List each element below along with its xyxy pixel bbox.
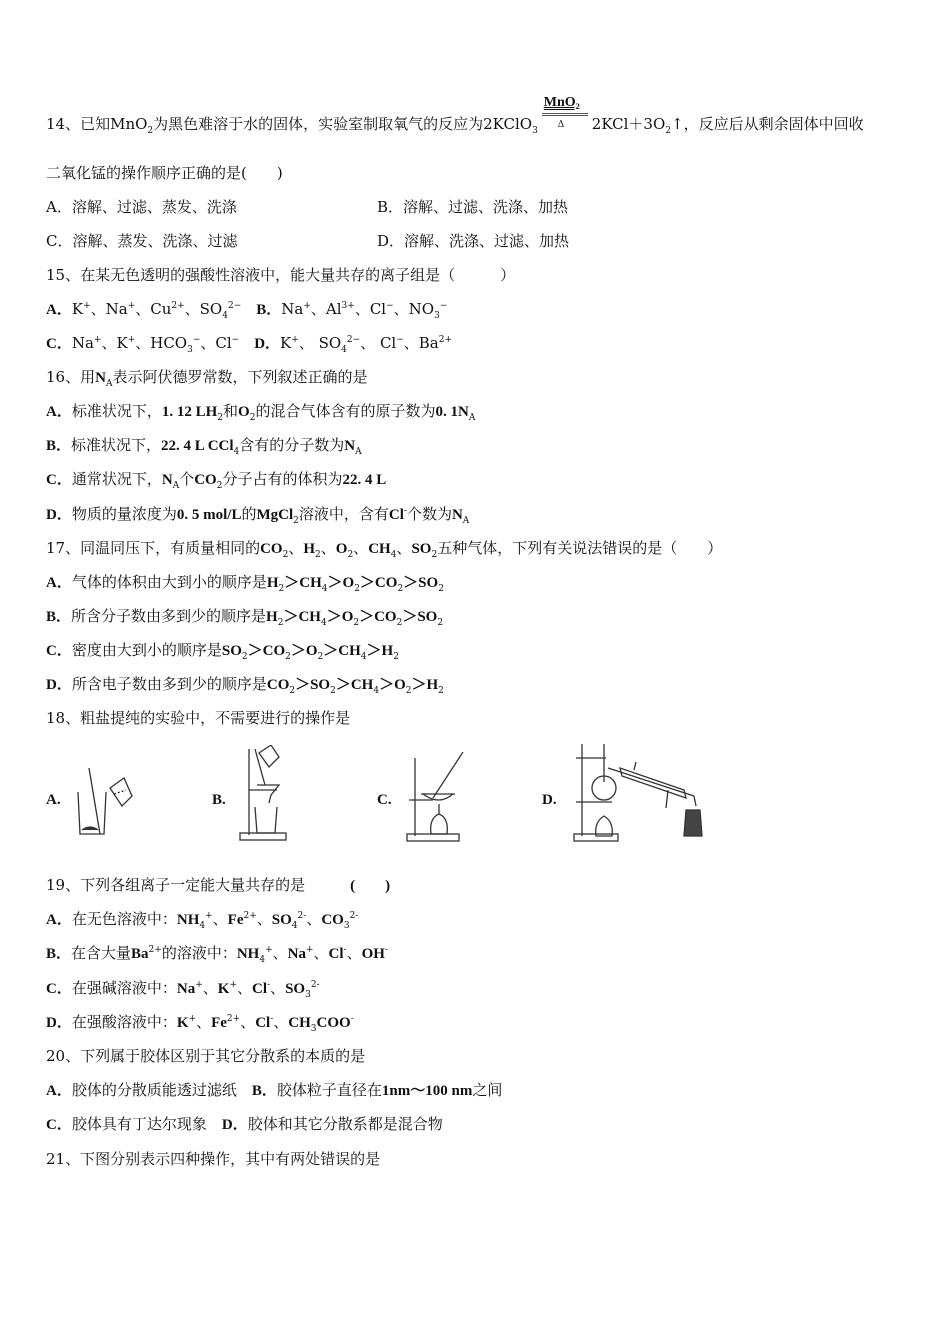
text-run: 19、下列各组离子一定能大量共存的是 bbox=[46, 876, 351, 894]
answer-option: A．溶解、过滤、蒸发、洗涤 bbox=[46, 198, 237, 216]
answer-option bbox=[46, 640, 399, 661]
superscript: - bbox=[384, 945, 388, 955]
text-run: Cl bbox=[388, 507, 404, 523]
subscript: 2 bbox=[393, 652, 399, 662]
subscript: A bbox=[468, 413, 476, 423]
text-run: ＞H bbox=[366, 643, 394, 659]
answer-option: C．溶解、蒸发、洗涤、过滤 bbox=[46, 232, 238, 250]
text-run: H bbox=[266, 609, 278, 625]
text-run: Na bbox=[287, 946, 306, 962]
text-run: CH bbox=[288, 1015, 311, 1031]
subscript: 2 bbox=[217, 413, 224, 423]
superscript: + bbox=[291, 335, 299, 345]
subscript: 4 bbox=[199, 921, 206, 931]
text-run: 在强碱溶液中： bbox=[71, 979, 177, 997]
text-run: A． bbox=[46, 302, 72, 318]
text-run: Fe bbox=[227, 912, 244, 928]
subscript: 3 bbox=[532, 126, 538, 136]
text-run: 、Cl bbox=[200, 334, 232, 352]
text-run: CH bbox=[368, 541, 391, 557]
text-run: 、 bbox=[273, 1013, 289, 1031]
text-run: 胶体的分散质能透过滤纸 bbox=[71, 1081, 252, 1099]
superscript: + bbox=[93, 335, 102, 345]
text-run: 所含电子数由多到少的顺序是 bbox=[71, 675, 267, 693]
text-run: O bbox=[238, 404, 250, 420]
text-run: 、 bbox=[320, 539, 336, 557]
text-run: B． bbox=[251, 1083, 277, 1099]
superscript: - bbox=[343, 945, 347, 955]
text-run: 、K bbox=[101, 334, 128, 352]
text-run: 标准状况下， bbox=[71, 436, 162, 454]
superscript: + bbox=[188, 1014, 197, 1024]
text-run: ＞SO bbox=[402, 609, 438, 625]
subscript: 4 bbox=[390, 550, 397, 560]
superscript: + bbox=[303, 301, 311, 311]
subscript: 2 bbox=[293, 516, 299, 526]
subscript: 2 bbox=[438, 584, 444, 594]
text-run: 密度由大到小的顺序是 bbox=[71, 641, 222, 659]
text-run: 、 bbox=[353, 539, 369, 557]
text-run: O bbox=[335, 541, 348, 557]
text-run: 、 Cl bbox=[360, 334, 397, 352]
subscript: 4 bbox=[373, 686, 380, 696]
text-run: 、 bbox=[196, 1013, 212, 1031]
text-run: 、 bbox=[270, 979, 286, 997]
superscript: + bbox=[127, 335, 136, 345]
superscript: − bbox=[396, 335, 404, 345]
text-run: 、Cu bbox=[135, 300, 172, 318]
text-run: 气体的体积由大到小的顺序是 bbox=[71, 573, 267, 591]
answer-option bbox=[46, 978, 320, 999]
text-run: 14、已知MnO bbox=[46, 115, 148, 133]
text-run: ＞O bbox=[379, 677, 406, 693]
question-stem bbox=[46, 1149, 380, 1169]
text-run: H bbox=[266, 575, 279, 591]
superscript: + bbox=[305, 945, 314, 955]
text-run: 16、用 bbox=[46, 368, 96, 386]
answer-option bbox=[46, 504, 469, 525]
superscript: 2+ bbox=[438, 335, 453, 345]
superscript: 2− bbox=[227, 301, 242, 311]
text-run: ＞CO bbox=[359, 609, 397, 625]
superscript: − bbox=[231, 335, 240, 345]
text-run: 之间 bbox=[472, 1081, 503, 1099]
question-stem bbox=[46, 875, 390, 896]
text-run: 为黑色难溶于水的固体，实验室制取氧气的反应为2KClO bbox=[153, 115, 533, 133]
text-run: B． bbox=[46, 438, 72, 454]
text-run: 的溶液中： bbox=[161, 944, 237, 962]
subscript: 2 bbox=[241, 652, 248, 662]
evaporation-figure bbox=[405, 752, 475, 842]
text-run: 、Ba bbox=[403, 334, 439, 352]
question-stem bbox=[46, 538, 722, 559]
text-run: 18、粗盐提纯的实验中，不需要进行的操作是 bbox=[46, 709, 351, 727]
superscript: 2+ bbox=[171, 301, 185, 311]
text-run: 通常状况下， bbox=[71, 470, 162, 488]
text-run: 、 bbox=[396, 539, 412, 557]
superscript: 2- bbox=[310, 980, 320, 990]
answer-option bbox=[46, 435, 362, 456]
text-run: A． bbox=[46, 912, 72, 928]
text-run: C． bbox=[46, 981, 72, 997]
superscript: 3+ bbox=[341, 301, 355, 311]
figure-label-d: D. bbox=[542, 792, 557, 808]
text-run: 、 SO bbox=[298, 334, 342, 352]
distillation-figure bbox=[572, 742, 707, 842]
subscript: 2 bbox=[405, 686, 412, 696]
text-run: 表示阿伏德罗常数，下列叙述正确的是 bbox=[112, 368, 368, 386]
subscript: 2 bbox=[397, 584, 404, 594]
subscript: 4 bbox=[291, 921, 298, 931]
answer-option bbox=[46, 1080, 502, 1101]
text-run: 、 bbox=[288, 539, 304, 557]
text-run: ↑，反应后从剩余固体中回收 bbox=[671, 115, 864, 133]
subscript: 2 bbox=[354, 584, 360, 594]
answer-option bbox=[46, 299, 447, 320]
text-run: 1nm～100 nm bbox=[381, 1083, 473, 1099]
text-run: N bbox=[95, 370, 106, 386]
dissolving-beaker-figure bbox=[72, 760, 134, 840]
question-stem bbox=[46, 708, 350, 728]
text-run: B． bbox=[241, 302, 282, 318]
figure-label-b: B. bbox=[212, 792, 226, 808]
text-run: ( ) bbox=[350, 878, 391, 894]
text-run: 22. 4 L bbox=[342, 472, 387, 488]
text-run: ＞O bbox=[290, 643, 318, 659]
subscript: 3 bbox=[310, 1024, 317, 1034]
subscript: 2 bbox=[277, 618, 284, 628]
superscript: 2+ bbox=[226, 1014, 241, 1024]
text-run: D． bbox=[221, 1117, 248, 1133]
text-run: SO bbox=[285, 981, 306, 997]
text-run: D． bbox=[239, 336, 281, 352]
question-stem bbox=[46, 265, 515, 285]
text-run: NH bbox=[236, 946, 260, 962]
answer-option bbox=[46, 572, 444, 593]
text-run: Ba bbox=[131, 946, 149, 962]
superscript: - bbox=[403, 506, 407, 516]
text-run: 、 bbox=[236, 979, 252, 997]
text-run: K bbox=[280, 334, 292, 352]
text-run: C． bbox=[46, 643, 72, 659]
text-run: 0. 5 mol/L bbox=[176, 507, 242, 523]
text-run: CO bbox=[321, 912, 344, 928]
text-run: 21、下图分别表示四种操作，其中有两处错误的是 bbox=[46, 1150, 381, 1168]
text-run: C． bbox=[46, 1117, 72, 1133]
text-run: ＞O bbox=[327, 575, 355, 591]
subscript: 4 bbox=[233, 447, 240, 457]
text-run: ＞CH bbox=[284, 575, 322, 591]
superscript: - bbox=[267, 980, 271, 990]
text-run: 15、在某无色透明的强酸性溶液中，能大量共存的离子组是（ ） bbox=[46, 266, 516, 284]
text-run: 、Na bbox=[90, 300, 128, 318]
text-run: OH bbox=[361, 946, 385, 962]
text-run: 、SO bbox=[184, 300, 223, 318]
text-run: 胶体和其它分散系都是混合物 bbox=[247, 1115, 443, 1133]
text-run: 、 bbox=[212, 910, 228, 928]
subscript: 2 bbox=[147, 126, 154, 136]
text-run: ＞CO bbox=[359, 575, 398, 591]
text-run: 在含大量 bbox=[71, 944, 132, 962]
answer-option bbox=[46, 163, 283, 183]
text-run: 、 bbox=[346, 944, 362, 962]
superscript: + bbox=[265, 945, 273, 955]
catalyst-label: MnO₂ bbox=[543, 95, 580, 110]
text-run: NH bbox=[176, 912, 200, 928]
text-run: N bbox=[451, 507, 463, 523]
text-run: 0. 1N bbox=[435, 404, 469, 420]
answer-option bbox=[46, 943, 388, 964]
superscript: 2- bbox=[349, 911, 359, 921]
text-run: N bbox=[344, 438, 356, 454]
text-run: D． bbox=[46, 677, 72, 693]
subscript: A bbox=[105, 379, 113, 389]
text-run: A． bbox=[46, 404, 72, 420]
text-run: 在强酸溶液中： bbox=[71, 1013, 177, 1031]
text-run: Cl bbox=[255, 1015, 271, 1031]
subscript: 2 bbox=[317, 652, 324, 662]
text-run: 、Cl bbox=[354, 300, 387, 318]
subscript: 2 bbox=[285, 652, 291, 662]
text-run: ＞SO bbox=[295, 677, 331, 693]
figure-label-c: C. bbox=[377, 792, 392, 808]
answer-option: D．溶解、洗涤、过滤、加热 bbox=[377, 232, 570, 250]
text-run: Fe bbox=[211, 1015, 227, 1031]
text-run: COO bbox=[316, 1015, 351, 1031]
subscript: 2 bbox=[396, 618, 403, 628]
text-run: 、 bbox=[240, 1013, 256, 1031]
text-run: 在无色溶液中： bbox=[71, 910, 177, 928]
text-run: ＞CO bbox=[247, 643, 286, 659]
text-run: 2KCl＋3O bbox=[591, 115, 666, 133]
text-run: 的混合气体含有的原子数为 bbox=[255, 402, 436, 420]
text-run: B． bbox=[46, 609, 72, 625]
subscript: 2 bbox=[216, 481, 223, 491]
figure-label-a: A. bbox=[46, 792, 61, 808]
subscript: 2 bbox=[315, 550, 321, 560]
text-run: 二氧化锰的操作顺序正确的是( ) bbox=[46, 164, 283, 182]
text-run: 个 bbox=[179, 470, 195, 488]
text-run: C． bbox=[46, 472, 72, 488]
superscript: - bbox=[270, 1014, 274, 1024]
text-run: 含有的分子数为 bbox=[239, 436, 345, 454]
text-run: 、HCO bbox=[135, 334, 188, 352]
subscript: 4 bbox=[341, 345, 347, 355]
subscript: 3 bbox=[305, 990, 311, 1000]
text-run: 、 bbox=[272, 944, 288, 962]
text-run: 17、同温同压下，有质量相同的 bbox=[46, 539, 261, 557]
subscript: 2 bbox=[431, 550, 438, 560]
superscript: − bbox=[439, 301, 448, 311]
text-run: D． bbox=[46, 1015, 72, 1031]
superscript: + bbox=[229, 980, 237, 990]
text-run: H bbox=[303, 541, 316, 557]
superscript: + bbox=[127, 301, 136, 311]
subscript: A bbox=[172, 481, 180, 491]
answer-option bbox=[46, 1114, 443, 1135]
text-run: 溶液中，含有 bbox=[298, 505, 389, 523]
subscript: 4 bbox=[222, 311, 228, 321]
subscript: 2 bbox=[665, 126, 671, 136]
subscript: 3 bbox=[343, 921, 350, 931]
answer-option bbox=[46, 909, 358, 930]
subscript: 3 bbox=[187, 345, 193, 355]
answer-option bbox=[46, 606, 443, 627]
text-run: ＞CH bbox=[323, 643, 361, 659]
reaction-condition bbox=[542, 95, 588, 135]
answer-option: B．溶解、过滤、洗涤、加热 bbox=[377, 198, 569, 216]
superscript: 2− bbox=[346, 335, 361, 345]
subscript: 4 bbox=[320, 618, 327, 628]
text-run: 分子占有的体积为 bbox=[222, 470, 343, 488]
subscript: 2 bbox=[289, 686, 296, 696]
heat-symbol: Δ bbox=[557, 120, 565, 130]
text-run: SO bbox=[411, 541, 432, 557]
text-run: 胶体具有丁达尔现象 bbox=[71, 1115, 222, 1133]
text-run: SO bbox=[221, 643, 242, 659]
text-run: MgCl bbox=[256, 507, 294, 523]
text-run: 1. 12 LH bbox=[161, 404, 218, 420]
text-run: D． bbox=[46, 507, 72, 523]
text-run: 、 bbox=[306, 910, 322, 928]
superscript: - bbox=[350, 1014, 354, 1024]
text-run: 个数为 bbox=[406, 505, 452, 523]
answer-option bbox=[46, 401, 475, 422]
text-run: 、Al bbox=[310, 300, 342, 318]
text-run: Na bbox=[176, 981, 196, 997]
text-run: 五种气体，下列有关说法错误的是（ ） bbox=[437, 539, 723, 557]
superscript: 2- bbox=[297, 911, 307, 921]
text-run: CO bbox=[260, 541, 283, 557]
superscript: 2+ bbox=[243, 911, 257, 921]
text-run: 物质的量浓度为 bbox=[71, 505, 177, 523]
subscript: 2 bbox=[278, 584, 285, 594]
text-run: 、 bbox=[202, 979, 218, 997]
text-run: 胶体粒子直径在 bbox=[276, 1081, 382, 1099]
text-run: CO bbox=[194, 472, 217, 488]
text-run: A． bbox=[46, 1083, 72, 1099]
text-run: 和 bbox=[223, 402, 239, 420]
text-run: ＞O bbox=[326, 609, 354, 625]
text-run: 、 bbox=[256, 910, 272, 928]
text-run: 标准状况下， bbox=[71, 402, 162, 420]
text-run: ＞CH bbox=[335, 677, 374, 693]
text-run: SO bbox=[271, 912, 292, 928]
subscript: 2 bbox=[347, 550, 354, 560]
filtration-figure bbox=[235, 745, 305, 843]
answer-option bbox=[46, 469, 386, 490]
superscript: + bbox=[205, 911, 213, 921]
text-run: CO bbox=[266, 677, 290, 693]
superscript: − bbox=[192, 335, 201, 345]
text-run: ＞SO bbox=[403, 575, 439, 591]
subscript: 2 bbox=[249, 413, 256, 423]
text-run: ＞H bbox=[411, 677, 439, 693]
subscript: A bbox=[355, 447, 362, 457]
text-run: Na bbox=[281, 300, 304, 318]
subscript: 2 bbox=[437, 618, 444, 628]
text-run: A． bbox=[46, 575, 72, 591]
text-run: N bbox=[161, 472, 173, 488]
text-run: K bbox=[176, 1015, 189, 1031]
text-run: 、NO bbox=[393, 300, 435, 318]
subscript: 4 bbox=[321, 584, 328, 594]
text-run: 22. 4 L CCl bbox=[161, 438, 234, 454]
superscript: + bbox=[195, 980, 203, 990]
text-run: K bbox=[71, 300, 84, 318]
subscript: 2 bbox=[330, 686, 336, 696]
text-run: 20、下列属于胶体区别于其它分散系的本质的是 bbox=[46, 1047, 366, 1065]
answer-option bbox=[46, 1012, 354, 1033]
superscript: + bbox=[83, 301, 91, 311]
subscript: 4 bbox=[259, 955, 266, 965]
subscript: 2 bbox=[353, 618, 360, 628]
text-run: 、 bbox=[313, 944, 329, 962]
subscript: 2 bbox=[438, 686, 444, 696]
question-stem bbox=[46, 367, 367, 388]
superscript: − bbox=[386, 301, 394, 311]
subscript: A bbox=[462, 516, 470, 526]
subscript: 2 bbox=[282, 550, 289, 560]
question-stem bbox=[46, 95, 864, 136]
question-stem bbox=[46, 1046, 365, 1066]
text-run: 所含分子数由多到少的顺序是 bbox=[71, 607, 267, 625]
subscript: 4 bbox=[360, 652, 367, 662]
text-run: Na bbox=[71, 334, 94, 352]
text-run: 的 bbox=[241, 505, 257, 523]
text-run: ＞CH bbox=[283, 609, 321, 625]
subscript: 3 bbox=[434, 311, 440, 321]
text-run: Cl bbox=[252, 981, 267, 997]
answer-option bbox=[46, 333, 452, 354]
text-run: K bbox=[217, 981, 230, 997]
text-run: B． bbox=[46, 946, 72, 962]
answer-option bbox=[46, 674, 444, 695]
text-run: Cl bbox=[328, 946, 344, 962]
text-run: C． bbox=[46, 336, 72, 352]
superscript: 2+ bbox=[148, 945, 162, 955]
